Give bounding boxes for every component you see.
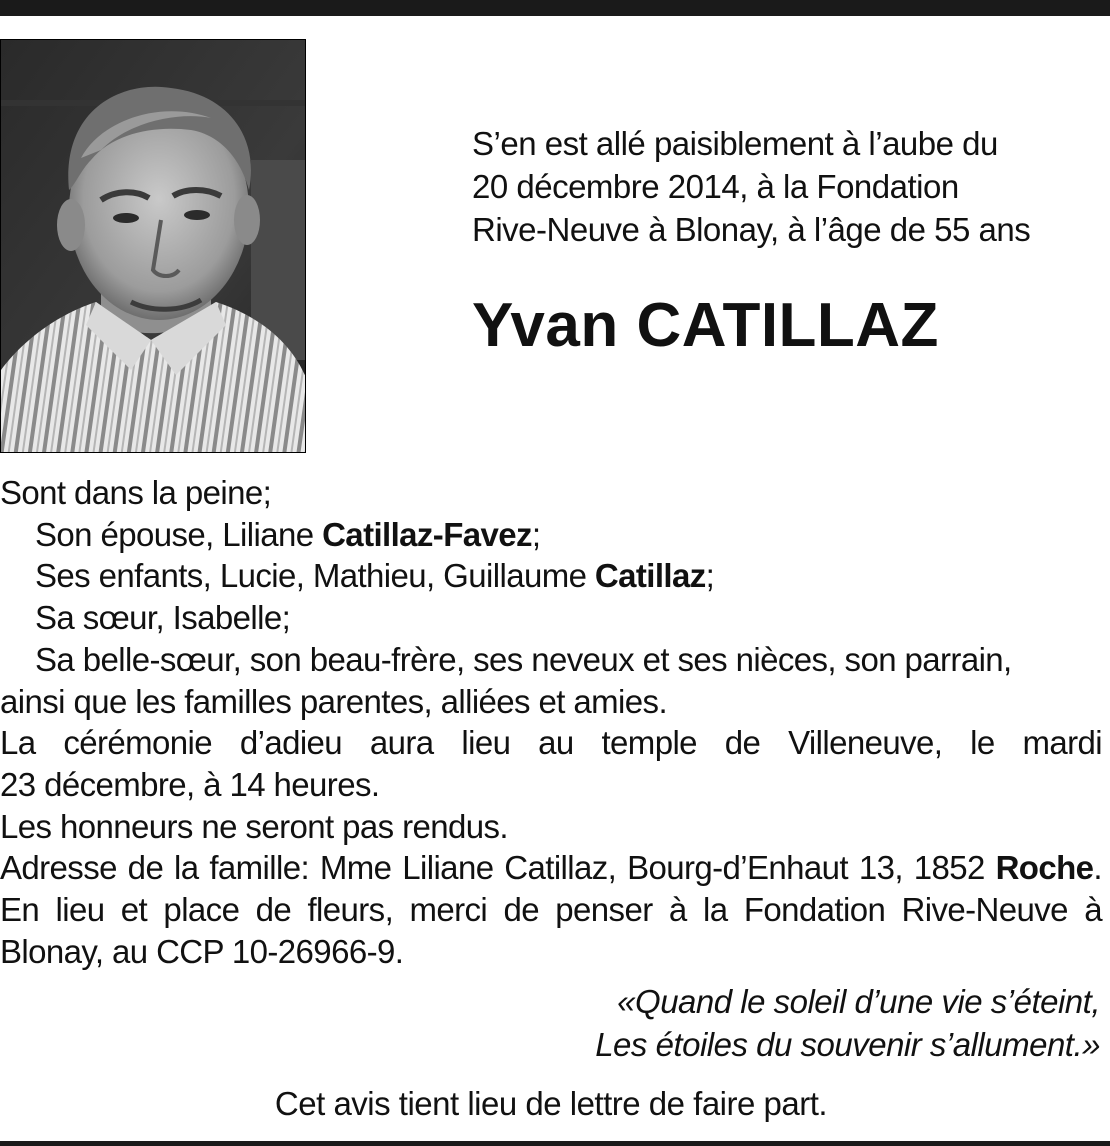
portrait-photo — [0, 39, 306, 453]
punctuation: ; — [531, 515, 541, 553]
donation-request: Blonay, au CCP 10-26966-9. — [0, 932, 404, 970]
punctuation: . — [1093, 849, 1102, 887]
passing-announcement-line: S’en est allé paisiblement à l’aube du — [472, 125, 998, 162]
ceremony-details: La cérémonie d’adieu aura lieu au temple de Villeneuve, le mardi — [0, 724, 1102, 762]
mourners-heading: Sont dans la peine; — [0, 474, 272, 511]
memorial-quote — [595, 980, 1100, 1066]
mourner-extended-family: Sa belle-sœur, son beau-frère, ses neveux et ses nièces, son parrain, — [35, 640, 1012, 678]
top-rule — [0, 0, 1110, 16]
passing-announcement-line: 20 décembre 2014, à la Fondation — [472, 168, 959, 205]
donation-request: En lieu et place de fleurs, merci de penser à la Fondation Rive-Neuve à — [0, 891, 1102, 929]
mourner-surname: Catillaz-Favez — [322, 515, 532, 553]
ceremony-details: 23 décembre, à 14 heures. — [0, 765, 380, 803]
footer-note: Cet avis tient lieu de lettre de faire part. — [274, 1085, 828, 1122]
passing-announcement — [472, 122, 1092, 251]
memorial-quote-line: Les étoiles du souvenir s’allument.» — [595, 1026, 1100, 1063]
punctuation: ; — [705, 557, 715, 595]
passing-announcement-line: Rive-Neuve à Blonay, à l’âge de 55 ans — [472, 211, 1031, 248]
mourner-children — [0, 555, 1102, 597]
address-text: Adresse de la famille: Mme Liliane Catillaz, Bourg-d’Enhaut 13, 1852 — [0, 849, 996, 887]
notice-body — [0, 472, 1102, 972]
mourner-spouse — [0, 514, 1102, 556]
deceased-name: Yvan CATILLAZ — [472, 291, 939, 360]
bottom-rule — [0, 1141, 1110, 1146]
mourner-text: Son épouse, Liliane — [35, 515, 323, 553]
mourner-extended-family: ainsi que les familles parentes, alliées et amies. — [0, 682, 668, 720]
mourner-text: Ses enfants, Lucie, Mathieu, Guillaume — [35, 557, 595, 595]
family-address — [0, 847, 1102, 889]
memorial-quote-line: «Quand le soleil d’une vie s’éteint, — [617, 983, 1100, 1020]
honours-notice: Les honneurs ne seront pas rendus. — [0, 807, 508, 845]
mourner-sister: Sa sœur, Isabelle; — [35, 599, 291, 637]
mourner-surname: Catillaz — [594, 557, 706, 595]
address-locality: Roche — [995, 849, 1094, 887]
